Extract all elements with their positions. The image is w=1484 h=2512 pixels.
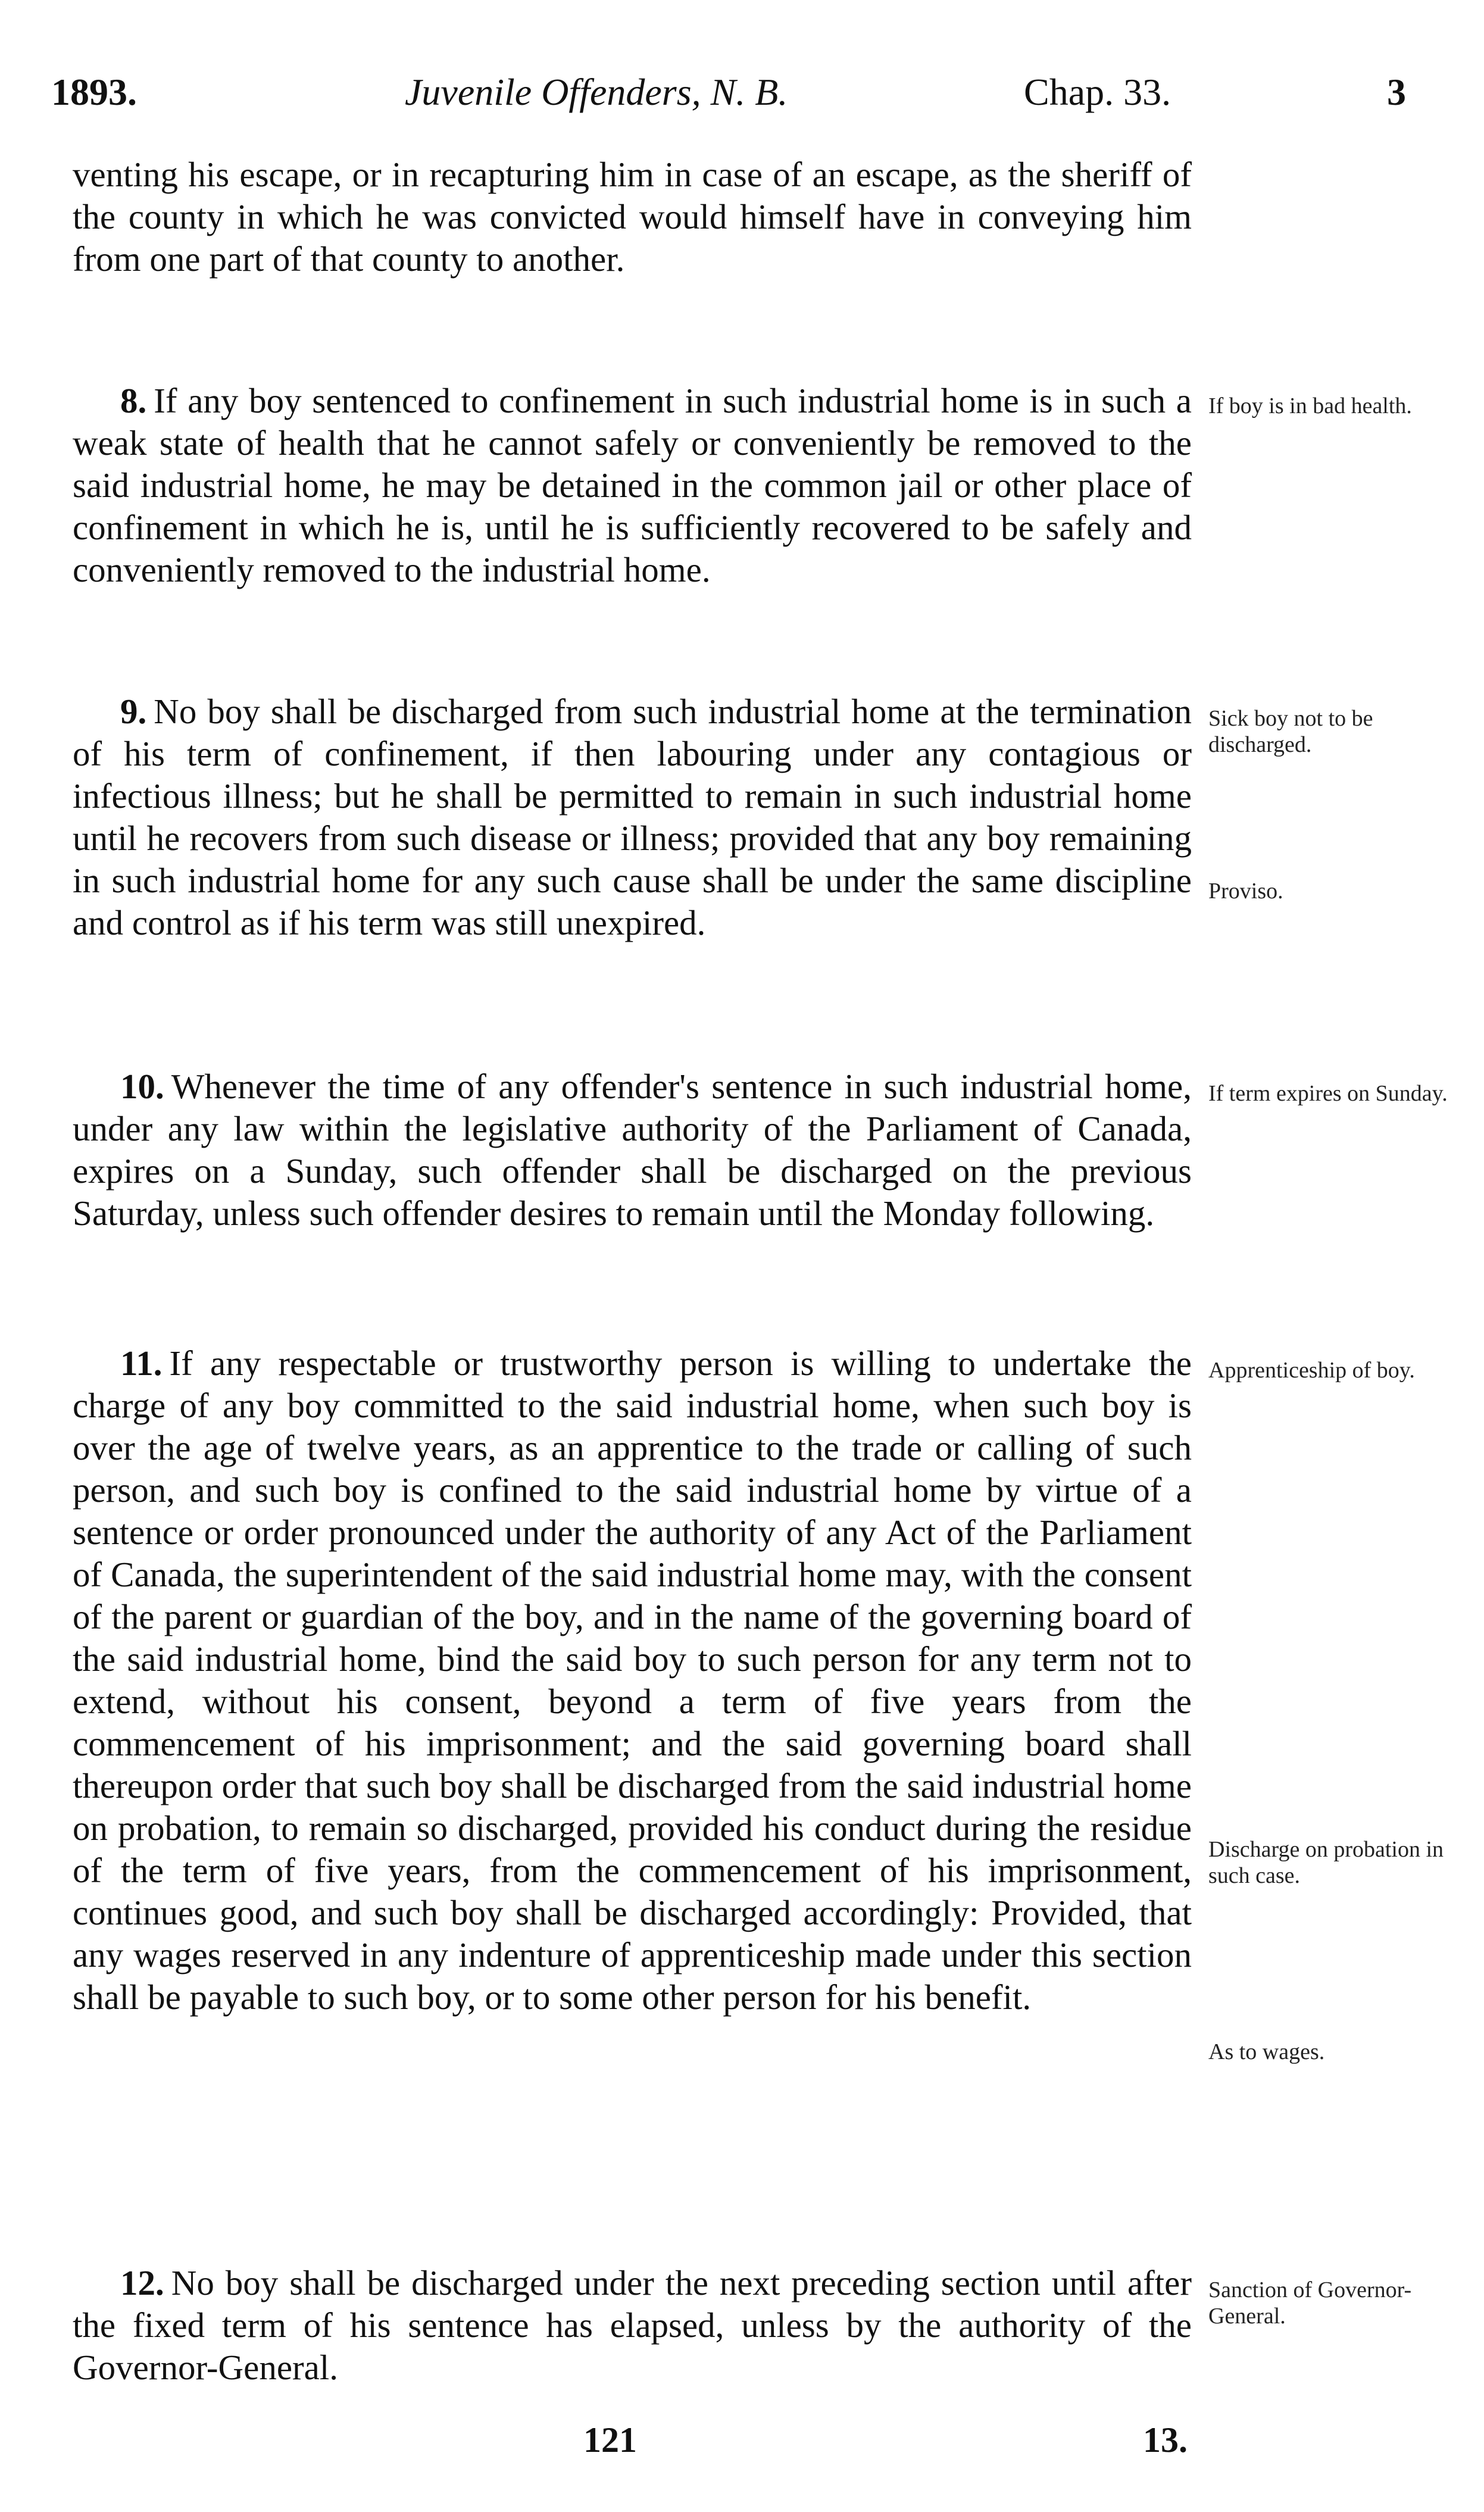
section-text: No boy shall be discharged from such industrial home at the termination of his term of confinement, if then labouring under any contagious or infectious illness; but he shall be permitted to remain in such industrial home until he recovers from such disease or illness; provided that any boy remaining in such industrial home for any such cause shall be under the same discipline and control as if his term was still unexpired. xyxy=(73,692,1192,942)
section-number: 8. xyxy=(120,381,147,420)
section-number: 9. xyxy=(120,692,147,731)
margin-note: If boy is in bad health. xyxy=(1208,393,1412,418)
section-11 xyxy=(73,1342,1192,2019)
section-text: If any boy sentenced to confinement in such industrial home is in such a weak state of health that he cannot safely or conveniently be removed to the said industrial home, he may be detained in the common jail or other place of confinement in which he is, until he is sufficiently recovered to be safely and conveniently removed to the industrial home. xyxy=(73,381,1192,589)
footer-page-number: 121 xyxy=(583,2420,637,2460)
section-number: 10. xyxy=(120,1067,164,1106)
section-text: Whenever the time of any offender's sentence in such industrial home, under any law within the legislative authority of the Parliament of Canada, expires on a Sunday, such offender shall be discharged on the previous Saturday, unless such offender desires to remain until the Monday following. xyxy=(73,1067,1192,1233)
header-page-number: 3 xyxy=(1387,71,1406,113)
margin-note: Proviso. xyxy=(1208,879,1283,904)
section-paragraph xyxy=(73,1066,1192,1235)
section-number: 12. xyxy=(120,2263,164,2302)
section-text: If any respectable or trustworthy person is willing to undertake the charge of any boy committed to the said industrial home, when such boy is over the age of twelve years, as an apprentice to the trade or calling of such person, and such boy is confined to the said industrial home by virtue of a sentence or order pronounced under the authority of any Act of the Parliament of Canada, the superintendent of the said industrial home may, with the consent of the parent or guardian of the boy, and in the name of the governing board of the said industrial home, bind the said boy to such person for any term not to extend, without his consent, beyond a term of five years from the commencement of his imprisonment; and the said governing board shall thereupon order that such boy shall be discharged from the said industrial home on probation, to remain so discharged, provided his conduct during the residue of the term of five years, from the commencement of his imprisonment, continues good, and such boy shall be discharged accordingly: Provided, that any wages reserved in any indenture of apprenticeship made under this section shall be payable to such boy, or to some other person for his benefit. xyxy=(73,1344,1192,2017)
section-paragraph xyxy=(73,691,1192,944)
footer-catchword: 13. xyxy=(1143,2420,1188,2460)
margin-note: Sanction of Governor-General. xyxy=(1208,2277,1412,2329)
header-title: Juvenile Offenders, N. B. xyxy=(405,71,788,113)
running-header xyxy=(0,70,1484,124)
header-year: 1893. xyxy=(51,71,137,113)
margin-note: As to wages. xyxy=(1208,2039,1325,2064)
section-number: 11. xyxy=(120,1344,163,1383)
margin-note: Sick boy not to be discharged. xyxy=(1208,706,1373,757)
section-8 xyxy=(73,380,1192,591)
section-10 xyxy=(73,1066,1192,1235)
section-paragraph xyxy=(73,380,1192,591)
margin-note: Apprenticeship of boy. xyxy=(1208,1358,1415,1383)
section-9 xyxy=(73,691,1192,944)
section-paragraph xyxy=(73,2262,1192,2389)
margin-note: Discharge on probation in such case. xyxy=(1208,1837,1444,1888)
section-text: No boy shall be discharged under the next preceding section until after the fixed term of his sentence has elapsed, unless by the authority of the Governor-General. xyxy=(73,2263,1192,2387)
margin-note: If term expires on Sunday. xyxy=(1208,1081,1448,1106)
header-chapter: Chap. 33. xyxy=(1024,71,1171,113)
intro-paragraph: venting his escape, or in recapturing him in case of an escape, as the sheriff of the county in which he was convicted would himself have in conveying him from one part of that county to another. xyxy=(73,155,1192,279)
section-12 xyxy=(73,2262,1192,2389)
intro-block xyxy=(73,154,1192,280)
section-paragraph xyxy=(73,1342,1192,2019)
